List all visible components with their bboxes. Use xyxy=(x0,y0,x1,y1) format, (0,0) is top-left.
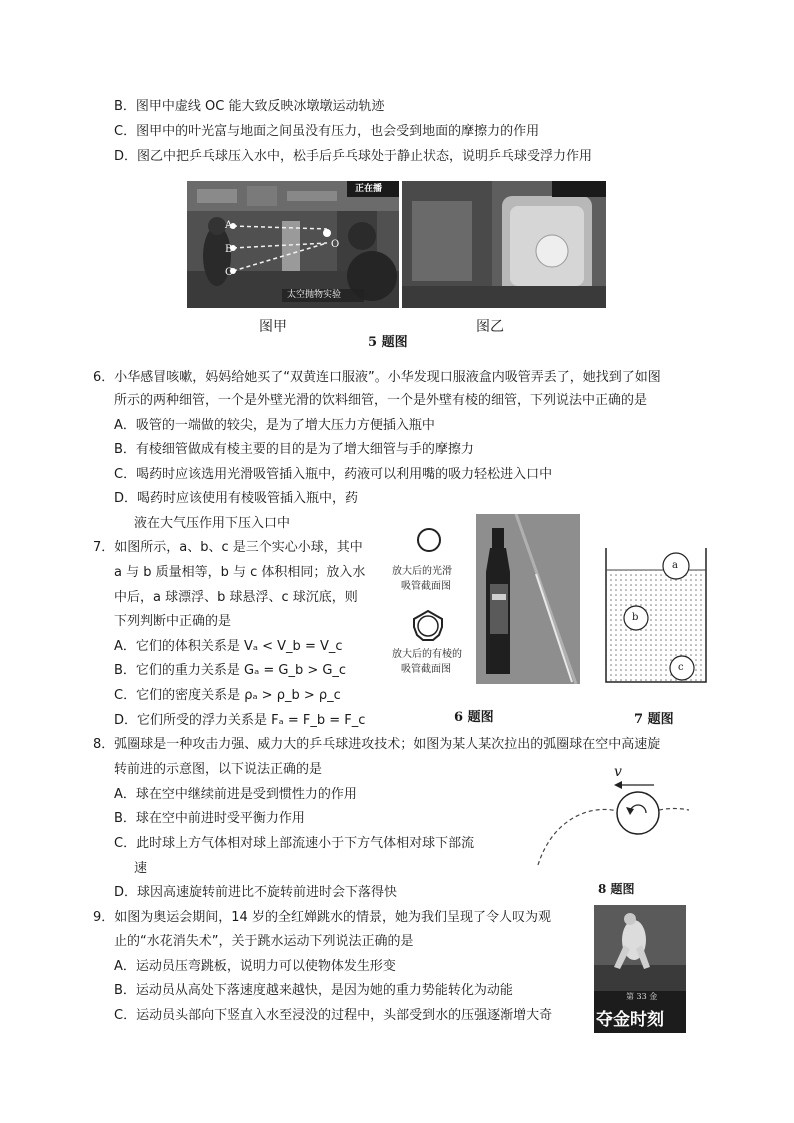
q8-figure-caption: 8 题图 xyxy=(598,882,635,896)
fig-left-label: 图甲 xyxy=(259,319,287,335)
q8-option-b: B．球在空中前进时受平衡力作用 xyxy=(114,811,305,826)
q9-diver-photo xyxy=(594,905,686,1033)
q5-option-c: C．图甲中的叶光富与地面之间虽没有压力，也会受到地面的摩擦力的作用 xyxy=(114,124,540,139)
table-tennis-ball xyxy=(617,792,659,834)
q6-figure-caption: 6 题图 xyxy=(454,710,494,725)
q7-option-c: C．它们的密度关系是 ρₐ > ρ_b > ρ_c xyxy=(114,688,341,703)
smooth-tube-label-line2: 吸管截面图 xyxy=(401,581,451,592)
q6-option-c: C．喝药时应该选用光滑吸管插入瓶中，药液可以利用嘴的吸力轻松进入口中 xyxy=(114,467,553,482)
q8-stem-line1: 8．弧圈球是一种攻击力强、威力大的乒乓球进攻技术；如图为某人某次拉出的弧圈球在空中高速旋 xyxy=(93,737,661,752)
ribbed-tube-cross-section-icon xyxy=(411,609,445,643)
point-a-label: A xyxy=(225,220,233,231)
q9-option-b: B．运动员从高处下落速度越来越快，是因为她的重力势能转化为动能 xyxy=(114,983,513,998)
ball-a-label: a xyxy=(672,560,678,571)
q6-option-b: B．有棱细管做成有棱主要的目的是为了增大细管与手的摩擦力 xyxy=(114,442,474,457)
q8-option-c-line2: 速 xyxy=(134,861,148,876)
q7-option-b: B．它们的重力关系是 Gₐ = G_b > G_c xyxy=(114,663,347,678)
ball-b-label: b xyxy=(632,612,639,623)
q5-option-d: D．图乙中把乒乓球压入水中，松手后乒乓球处于静止状态，说明乒乓球受浮力作用 xyxy=(114,149,593,164)
fig-right-label: 图乙 xyxy=(476,319,504,335)
q6-stem-line2: 所示的两种细管，一个是外壁光滑的饮料细管，一个是外壁有棱的细管，下列说法中正确的是 xyxy=(114,393,648,408)
q6-option-d-line2: 液在大气压作用下压入口中 xyxy=(134,516,291,531)
photo-caption-tag: 太空抛物实验 xyxy=(287,290,342,300)
q9-stem-line2: 止的“水花消失术”，关于跳水运动下列说法正确的是 xyxy=(114,934,414,949)
q5-option-b: B．图甲中虚线 OC 能大致反映冰墩墩运动轨迹 xyxy=(114,99,385,114)
space-station-scene xyxy=(187,181,399,308)
q7-figure-caption: 7 题图 xyxy=(634,712,674,727)
q7-stem-line2: a 与 b 质量相等，b 与 c 体积相同；放入水 xyxy=(114,565,366,580)
ball-c-label: c xyxy=(678,662,684,673)
q7-stem-line3: 中后，a 球漂浮、b 球悬浮、c 球沉底，则 xyxy=(114,590,358,605)
medal-count-text: 第 33 金 xyxy=(626,992,658,1001)
q8-option-c-line1: C．此时球上方气体相对球上部流速小于下方气体相对球下部流 xyxy=(114,836,475,851)
medicine-bottle-image xyxy=(476,514,580,684)
golden-moment-text: 夺金时刻 xyxy=(596,1010,664,1030)
broadcast-logo: 正在播 xyxy=(355,184,383,194)
point-c-label: C xyxy=(225,267,233,278)
q8-option-a: A．球在空中继续前进是受到惯性力的作用 xyxy=(114,787,357,802)
q5-photo-right xyxy=(402,181,606,308)
q5-photo-left xyxy=(187,181,399,308)
q8-option-d: D．球因高速旋转前进比不旋转前进时会下落得快 xyxy=(114,885,398,900)
q7-stem-line1: 7．如图所示，a、b、c 是三个实心小球，其中 xyxy=(93,540,363,555)
point-b-label: B xyxy=(225,244,233,255)
q9-option-c: C．运动员头部向下竖直入水至浸没的过程中，头部受到水的压强逐渐增大奇 xyxy=(114,1008,553,1023)
q8-stem-line2: 转前进的示意图，以下说法正确的是 xyxy=(114,762,323,777)
ribbed-tube-label-line2: 吸管截面图 xyxy=(401,664,451,675)
smooth-tube-label-line1: 放大后的光滑 xyxy=(392,566,452,577)
q9-option-a: A．运动员压弯跳板，说明力可以使物体发生形变 xyxy=(114,959,396,974)
q7-water-container-diagram xyxy=(604,548,708,686)
q5-figure-caption: 5 题图 xyxy=(368,335,408,350)
point-o-label: O xyxy=(331,239,340,250)
q6-option-d-line1: D．喝药时应该使用有棱吸管插入瓶中，药 xyxy=(114,491,359,506)
ribbed-tube-label-line1: 放大后的有棱的 xyxy=(392,649,462,660)
smooth-tube-cross-section-icon xyxy=(414,525,444,555)
q7-option-a: A．它们的体积关系是 Vₐ < V_b = V_c xyxy=(114,639,343,654)
water-cup-scene xyxy=(402,181,606,308)
q6-bottle-photo xyxy=(476,514,580,684)
velocity-label: v xyxy=(614,764,622,780)
q7-stem-line4: 下列判断中正确的是 xyxy=(114,614,232,629)
q8-spinning-ball-diagram xyxy=(534,775,690,870)
q6-stem-line1: 6．小华感冒咳嗽，妈妈给她买了“双黄连口服液”。小华发现口服液盒内吸管弄丢了，她找到了如图 xyxy=(93,370,661,385)
q9-stem-line1: 9．如图为奥运会期间，14 岁的全红婵跳水的情景，她为我们呈现了令人叹为观 xyxy=(93,910,551,925)
q7-option-d: D．它们所受的浮力关系是 Fₐ = F_b = F_c xyxy=(114,713,366,728)
q6-option-a: A．吸管的一端做的较尖，是为了增大压力方便插入瓶中 xyxy=(114,418,435,433)
